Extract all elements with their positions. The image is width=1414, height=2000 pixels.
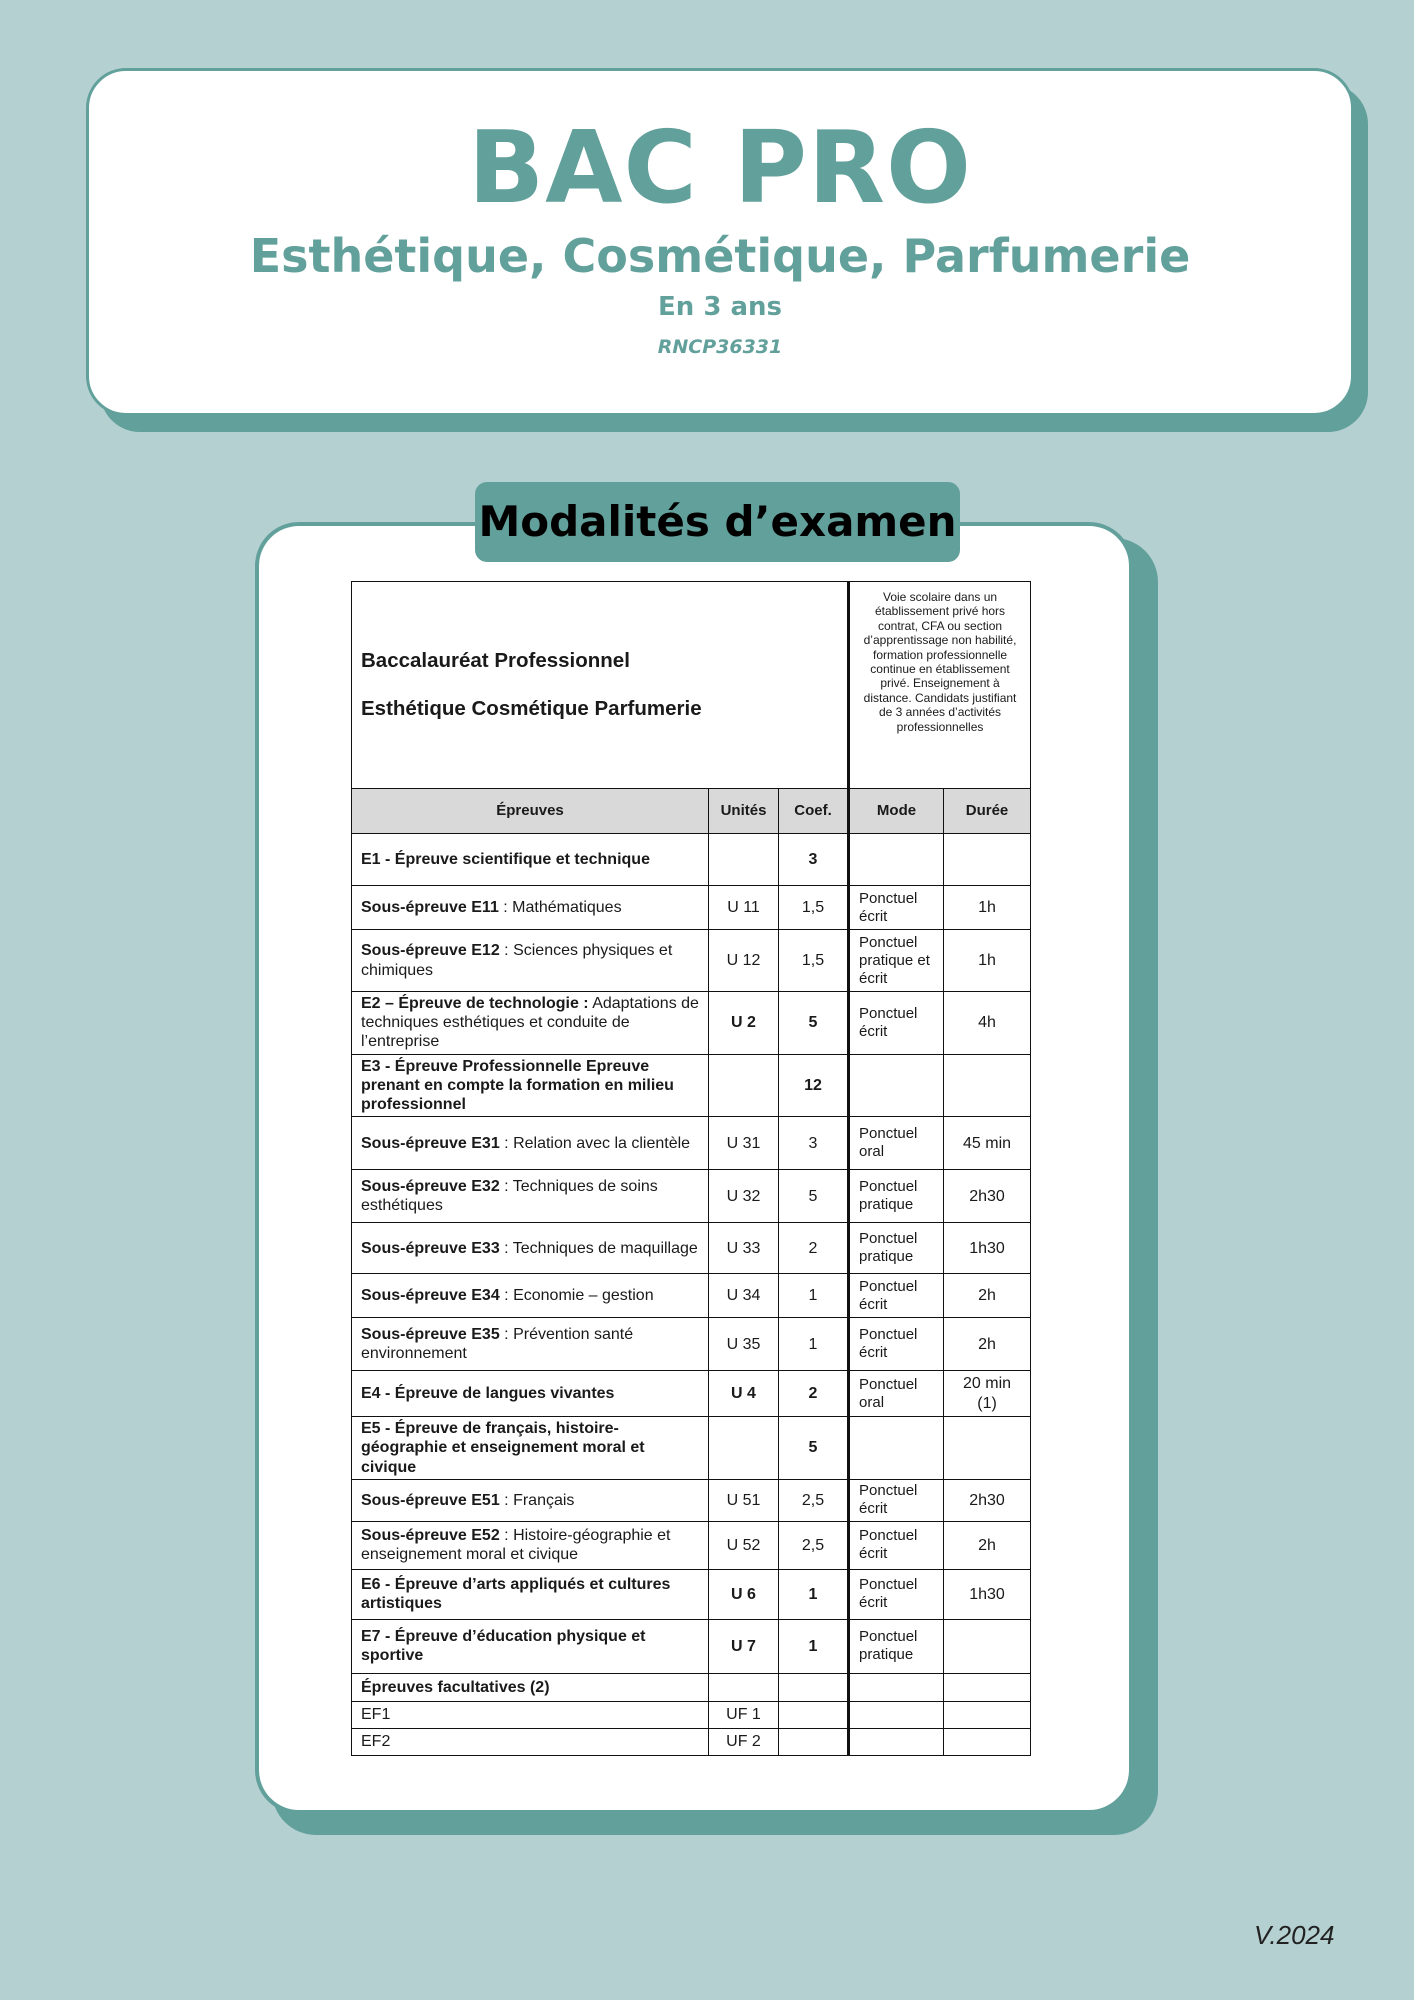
coef-cell: 1,5	[779, 930, 849, 992]
coef-cell: 2	[779, 1223, 849, 1274]
table-row	[352, 1521, 1031, 1569]
duree-cell	[944, 834, 1031, 886]
duree-cell: 2h	[944, 1521, 1031, 1569]
epreuve-title: E7 - Épreuve d’éducation physique et sportive	[361, 1628, 646, 1665]
unite-cell: U 11	[709, 886, 779, 930]
unite-cell: U 6	[709, 1569, 779, 1619]
epreuve-description: EF2	[361, 1733, 391, 1751]
voie-description: Voie scolaire dans un établissement privé hors contrat, CFA ou section d’apprentissage non habilité, formation professionnelle continue en établissement privé. Enseignement à distance. Candidats justifiant de 3 années d’activités professionnelles	[849, 582, 1031, 789]
table-row	[352, 834, 1031, 886]
coef-cell: 3	[779, 834, 849, 886]
table-title-line2: Esthétique Cosmétique Parfumerie	[361, 697, 702, 720]
unite-cell: U 35	[709, 1318, 779, 1371]
column-header-mode: Mode	[849, 789, 944, 834]
unite-cell: U 12	[709, 930, 779, 992]
epreuve-cell	[352, 1223, 709, 1274]
epreuve-description: : Histoire-géographie et enseignement moral et civique	[361, 1527, 671, 1564]
coef-cell: 1	[779, 1619, 849, 1673]
mode-cell: Ponctuel pratique	[849, 1619, 944, 1673]
epreuve-cell	[352, 886, 709, 930]
mode-cell	[849, 1417, 944, 1480]
mode-cell: Ponctuel oral	[849, 1371, 944, 1417]
epreuve-title: E5 - Épreuve de français, histoire-géographie et enseignement moral et civique	[361, 1420, 645, 1476]
mode-cell: Ponctuel oral	[849, 1117, 944, 1170]
column-header-epreuves: Épreuves	[352, 789, 709, 834]
epreuve-description: : Economie – gestion	[499, 1287, 654, 1305]
duree-cell	[944, 1417, 1031, 1480]
epreuve-cell	[352, 1569, 709, 1619]
epreuve-cell	[352, 1619, 709, 1673]
table-row	[352, 1728, 1031, 1755]
epreuve-cell	[352, 1054, 709, 1117]
exam-panel-title: Modalités d’examen	[475, 482, 960, 562]
table-row	[352, 1223, 1031, 1274]
epreuve-cell	[352, 1274, 709, 1318]
duree-cell: 2h30	[944, 1170, 1031, 1223]
unite-cell: U 31	[709, 1117, 779, 1170]
program-duration: En 3 ans	[658, 292, 782, 323]
coef-cell: 1	[779, 1274, 849, 1318]
table-row	[352, 1371, 1031, 1417]
mode-cell: Ponctuel écrit	[849, 1479, 944, 1521]
mode-cell: Ponctuel pratique	[849, 1223, 944, 1274]
unite-cell: U 2	[709, 992, 779, 1055]
table-row	[352, 1701, 1031, 1728]
duree-cell: 45 min	[944, 1117, 1031, 1170]
unite-cell: U 52	[709, 1521, 779, 1569]
coef-cell: 1,5	[779, 886, 849, 930]
column-header-coef: Coef.	[779, 789, 849, 834]
epreuve-description: : Sciences physiques et chimiques	[361, 942, 673, 979]
duree-cell: 20 min (1)	[944, 1371, 1031, 1417]
unite-cell: U 34	[709, 1274, 779, 1318]
epreuve-cell	[352, 1673, 709, 1701]
unite-cell: U 33	[709, 1223, 779, 1274]
epreuve-cell	[352, 930, 709, 992]
table-row	[352, 1274, 1031, 1318]
mode-cell: Ponctuel écrit	[849, 886, 944, 930]
exam-table	[351, 581, 1031, 1756]
table-row	[352, 1117, 1031, 1170]
epreuve-title: Sous-épreuve E31	[361, 1134, 500, 1152]
table-row	[352, 1170, 1031, 1223]
epreuve-description: EF1	[361, 1706, 391, 1724]
table-row	[352, 886, 1031, 930]
column-header-duree: Durée	[944, 789, 1031, 834]
epreuve-title: E2 – Épreuve de technologie :	[361, 995, 589, 1012]
column-header-unites: Unités	[709, 789, 779, 834]
coef-cell: 5	[779, 992, 849, 1055]
page-subtitle: Esthétique, Cosmétique, Parfumerie	[249, 229, 1191, 283]
epreuve-cell	[352, 1170, 709, 1223]
version-label: V.2024	[1254, 1920, 1335, 1950]
unite-cell	[709, 1417, 779, 1480]
epreuve-description: Adaptations de techniques esthétiques et conduite de l’entreprise	[361, 995, 699, 1051]
table-row	[352, 1479, 1031, 1521]
header-card	[86, 68, 1354, 416]
rncp-code: RNCP36331	[657, 336, 783, 359]
epreuve-description: : Prévention santé environnement	[361, 1325, 634, 1363]
table-row	[352, 1417, 1031, 1480]
epreuve-cell	[352, 1417, 709, 1480]
coef-cell: 12	[779, 1054, 849, 1117]
duree-cell	[944, 1701, 1031, 1728]
coef-cell: 5	[779, 1417, 849, 1480]
duree-cell: 2h	[944, 1318, 1031, 1371]
duree-cell: 1h30	[944, 1569, 1031, 1619]
epreuve-title: Sous-épreuve E34	[361, 1287, 500, 1305]
coef-cell: 5	[779, 1170, 849, 1223]
table-row	[352, 1569, 1031, 1619]
coef-cell: 1	[779, 1318, 849, 1371]
epreuve-title: Sous-épreuve E33	[361, 1239, 500, 1257]
mode-cell	[849, 1673, 944, 1701]
unite-cell: U 7	[709, 1619, 779, 1673]
unite-cell: UF 1	[709, 1701, 779, 1728]
unite-cell: U 51	[709, 1479, 779, 1521]
epreuve-cell	[352, 1479, 709, 1521]
unite-cell: U 32	[709, 1170, 779, 1223]
table-row	[352, 992, 1031, 1055]
duree-cell	[944, 1619, 1031, 1673]
epreuve-cell	[352, 1728, 709, 1755]
unite-cell	[709, 1673, 779, 1701]
epreuve-title: E4 - Épreuve de langues vivantes	[361, 1385, 615, 1403]
duree-cell: 1h	[944, 886, 1031, 930]
table-row	[352, 1619, 1031, 1673]
epreuve-description: : Mathématiques	[498, 898, 622, 916]
epreuve-title: Sous-épreuve E12	[361, 942, 500, 960]
page-title: BAC PRO	[467, 109, 973, 226]
duree-cell	[944, 1673, 1031, 1701]
table-title-line1: Baccalauréat Professionnel	[361, 648, 630, 672]
epreuve-cell	[352, 1371, 709, 1417]
duree-cell	[944, 1728, 1031, 1755]
epreuve-cell	[352, 992, 709, 1055]
epreuve-title: Sous-épreuve E51	[361, 1491, 500, 1509]
duree-cell: 2h	[944, 1274, 1031, 1318]
epreuve-cell	[352, 1318, 709, 1371]
epreuve-description: : Techniques de soins esthétiques	[361, 1177, 658, 1215]
epreuve-title: Sous-épreuve E35	[361, 1325, 500, 1343]
mode-cell	[849, 1728, 944, 1755]
mode-cell: Ponctuel pratique et écrit	[849, 930, 944, 992]
epreuve-title: Sous-épreuve E32	[361, 1177, 500, 1195]
duree-cell	[944, 1054, 1031, 1117]
epreuve-description: : Techniques de maquillage	[499, 1239, 698, 1257]
mode-cell: Ponctuel écrit	[849, 992, 944, 1055]
coef-cell	[779, 1728, 849, 1755]
table-row	[352, 930, 1031, 992]
epreuve-title: E6 - Épreuve d’arts appliqués et cultures artistiques	[361, 1576, 671, 1613]
mode-cell: Ponctuel pratique	[849, 1170, 944, 1223]
epreuve-title: E1 - Épreuve scientifique et technique	[361, 850, 650, 868]
coef-cell	[779, 1673, 849, 1701]
mode-cell	[849, 1701, 944, 1728]
epreuve-title: E3 - Épreuve Professionnelle Epreuve prenant en compte la formation en milieu professionnel	[361, 1057, 674, 1113]
epreuve-cell	[352, 834, 709, 886]
table-row	[352, 1318, 1031, 1371]
epreuve-description: : Français	[499, 1491, 575, 1509]
epreuve-cell	[352, 1701, 709, 1728]
mode-cell: Ponctuel écrit	[849, 1521, 944, 1569]
coef-cell: 2,5	[779, 1521, 849, 1569]
epreuve-description: : Relation avec la clientèle	[499, 1134, 691, 1152]
duree-cell: 1h	[944, 930, 1031, 992]
unite-cell	[709, 834, 779, 886]
unite-cell	[709, 1054, 779, 1117]
mode-cell	[849, 834, 944, 886]
coef-cell: 3	[779, 1117, 849, 1170]
duree-cell: 2h30	[944, 1479, 1031, 1521]
epreuve-title: Sous-épreuve E52	[361, 1527, 500, 1544]
unite-cell: U 4	[709, 1371, 779, 1417]
coef-cell: 1	[779, 1569, 849, 1619]
mode-cell	[849, 1054, 944, 1117]
coef-cell	[779, 1701, 849, 1728]
mode-cell: Ponctuel écrit	[849, 1274, 944, 1318]
epreuve-title: Épreuves facultatives (2)	[361, 1678, 550, 1696]
table-row	[352, 1054, 1031, 1117]
epreuve-cell	[352, 1521, 709, 1569]
epreuve-cell	[352, 1117, 709, 1170]
coef-cell: 2,5	[779, 1479, 849, 1521]
table-title-cell	[352, 582, 849, 789]
mode-cell: Ponctuel écrit	[849, 1318, 944, 1371]
mode-cell: Ponctuel écrit	[849, 1569, 944, 1619]
unite-cell: UF 2	[709, 1728, 779, 1755]
duree-cell: 1h30	[944, 1223, 1031, 1274]
duree-cell: 4h	[944, 992, 1031, 1055]
epreuve-title: Sous-épreuve E11	[361, 898, 499, 916]
coef-cell: 2	[779, 1371, 849, 1417]
table-row	[352, 1673, 1031, 1701]
